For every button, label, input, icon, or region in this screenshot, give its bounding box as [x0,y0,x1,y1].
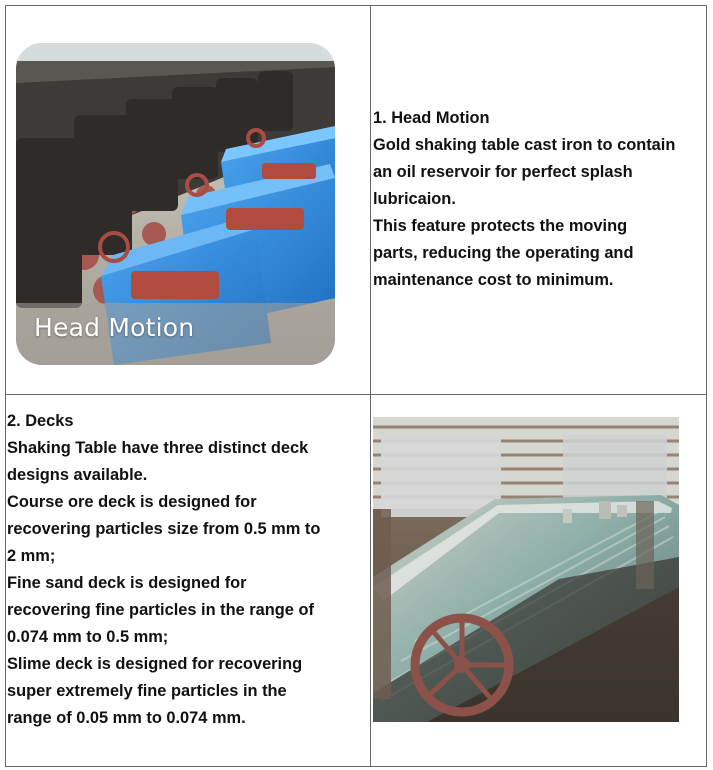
head-motion-text-cell [371,6,707,395]
decks-text-cell [6,395,371,767]
head-motion-image-cell [6,6,371,395]
head-motion-photo [16,43,335,365]
head-motion-caption: Head Motion [34,313,195,342]
decks-image-cell [371,395,707,767]
shaking-table-decks-photo [373,417,679,722]
head-motion-description: 1. Head Motion Gold shaking table cast iron to contain an oil reservoir for perfect splash lubricaion. This feature protects the moving parts, reducing the operating and maintenance cost to minimum. [373,109,676,289]
decks-description: 2. Decks Shaking Table have three distinct deck designs available. Course ore deck is designed for recovering particles size from 0.5 mm to 2 mm; Fine sand deck is designed for recovering fine particles in the range of 0.074 mm to 0.5 mm; Slime deck is designed for recovering super extremely fine particles in the range of 0.05 mm to 0.074 mm. [7,412,321,727]
content-table [5,5,707,767]
table-row [6,6,707,395]
table-row [6,395,707,767]
